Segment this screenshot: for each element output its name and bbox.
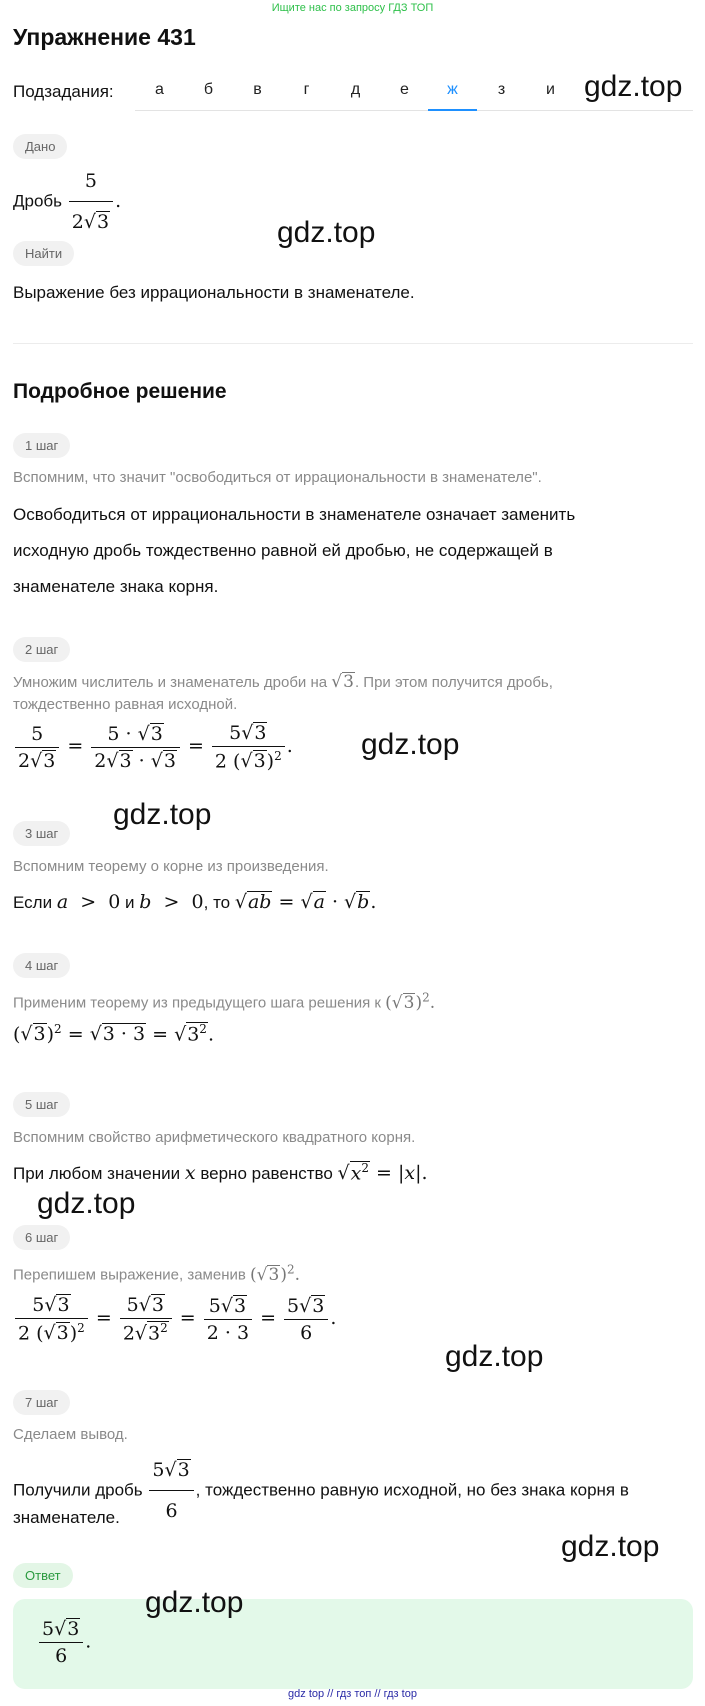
page-title: Упражнение 431: [13, 24, 196, 50]
tab-i[interactable]: и: [546, 81, 555, 98]
step-hint: Сделаем вывод.: [13, 1426, 128, 1443]
answer-badge: Ответ: [13, 1563, 73, 1588]
watermark: gdz.top: [561, 1530, 660, 1563]
step-text: Если a > 0 и b > 0, то √ab = √a · √b.: [13, 891, 377, 913]
find-text: Выражение без иррациональности в знаменателе.: [13, 283, 415, 302]
step-hint: Вспомним теорему о корне из произведения.: [13, 858, 329, 875]
watermark: gdz.top: [145, 1586, 244, 1619]
step-badge: 2 шаг: [13, 637, 70, 662]
watermark: gdz.top: [445, 1340, 544, 1373]
footer: gdz top // гдз топ // гдз top: [288, 1688, 417, 1700]
step-badge: 1 шаг: [13, 433, 70, 458]
step-hint: тождественно равная исходной.: [13, 696, 238, 713]
watermark: gdz.top: [361, 728, 460, 761]
step-text: Получили дробь $\frac{5√3}{6}$ , тождественно равную исходной, но без знака корня в: [13, 1452, 629, 1529]
answer-box: [13, 1599, 693, 1689]
solution-heading: Подробное решение: [13, 380, 227, 403]
step-formula: $(√3)^2 = √3 \cdot 3 = √3^2$.: [13, 1022, 214, 1046]
step-hint: Умножим числитель и знаменатель дроби на √3. При этом получится дробь,: [13, 672, 553, 692]
step-hint: Применим теорему из предыдущего шага решения к $(√3)^2$.: [13, 990, 436, 1013]
step-text: Освободиться от иррациональности в знаменателе означает заменить: [13, 505, 576, 524]
tab-b[interactable]: б: [203, 81, 214, 98]
step-hint: Перепишем выражение, заменив $(√3)^2$.: [13, 1262, 300, 1285]
divider: [13, 343, 693, 344]
step-hint: Вспомним, что значит "освободиться от иррациональности в знаменателе".: [13, 469, 542, 486]
step-badge: 3 шаг: [13, 821, 70, 846]
watermark: gdz.top: [277, 216, 376, 249]
tab-z[interactable]: з: [497, 81, 506, 98]
tab-g[interactable]: г: [303, 81, 310, 98]
tab-zh[interactable]: ж: [428, 70, 477, 111]
tab-v[interactable]: в: [253, 81, 262, 98]
tab-e[interactable]: е: [400, 81, 409, 98]
step-formula: $\frac{5√3}{2 (√3)^2}$ = $\frac{5√3}{2√3^2}$ = $\frac{5√3}{2 \cdot 3}$ = $\frac{5√3}{6}$ .: [13, 1294, 336, 1344]
step-formula: $\frac{5}{2√3}$ = $\frac{5 \cdot √3}{2√3 \cdot √3}$ = $\frac{5√3}{2 (√3)^2}$ .: [13, 722, 293, 772]
find-badge: Найти: [13, 241, 74, 266]
watermark: gdz.top: [584, 70, 683, 103]
step-badge: 6 шаг: [13, 1225, 70, 1250]
step-text: знаменателе.: [13, 1508, 120, 1527]
step-badge: 5 шаг: [13, 1092, 70, 1117]
subtasks-label: Подзадания:: [13, 82, 114, 101]
step-text: исходную дробь тождественно равной ей дробью, не содержащей в: [13, 541, 553, 560]
watermark: gdz.top: [113, 798, 212, 831]
given-badge: Дано: [13, 134, 67, 159]
given-text: Дробь $\frac{5}{2√3}$ .: [13, 163, 121, 240]
step-badge: 4 шаг: [13, 953, 70, 978]
tab-d[interactable]: д: [350, 81, 361, 98]
watermark: gdz.top: [37, 1187, 136, 1220]
step-hint: Вспомним свойство арифметического квадратного корня.: [13, 1129, 416, 1146]
tab-a[interactable]: а: [155, 81, 164, 98]
step-badge: 7 шаг: [13, 1390, 70, 1415]
step-text: знаменателе знака корня.: [13, 577, 219, 596]
answer-formula: $\frac{5√3}{6}$ .: [37, 1618, 91, 1667]
top-banner: Ищите нас по запросу ГДЗ ТОП: [271, 2, 434, 14]
step-text: При любом значении x верно равенство $√x^2 = |x|$.: [13, 1160, 428, 1184]
